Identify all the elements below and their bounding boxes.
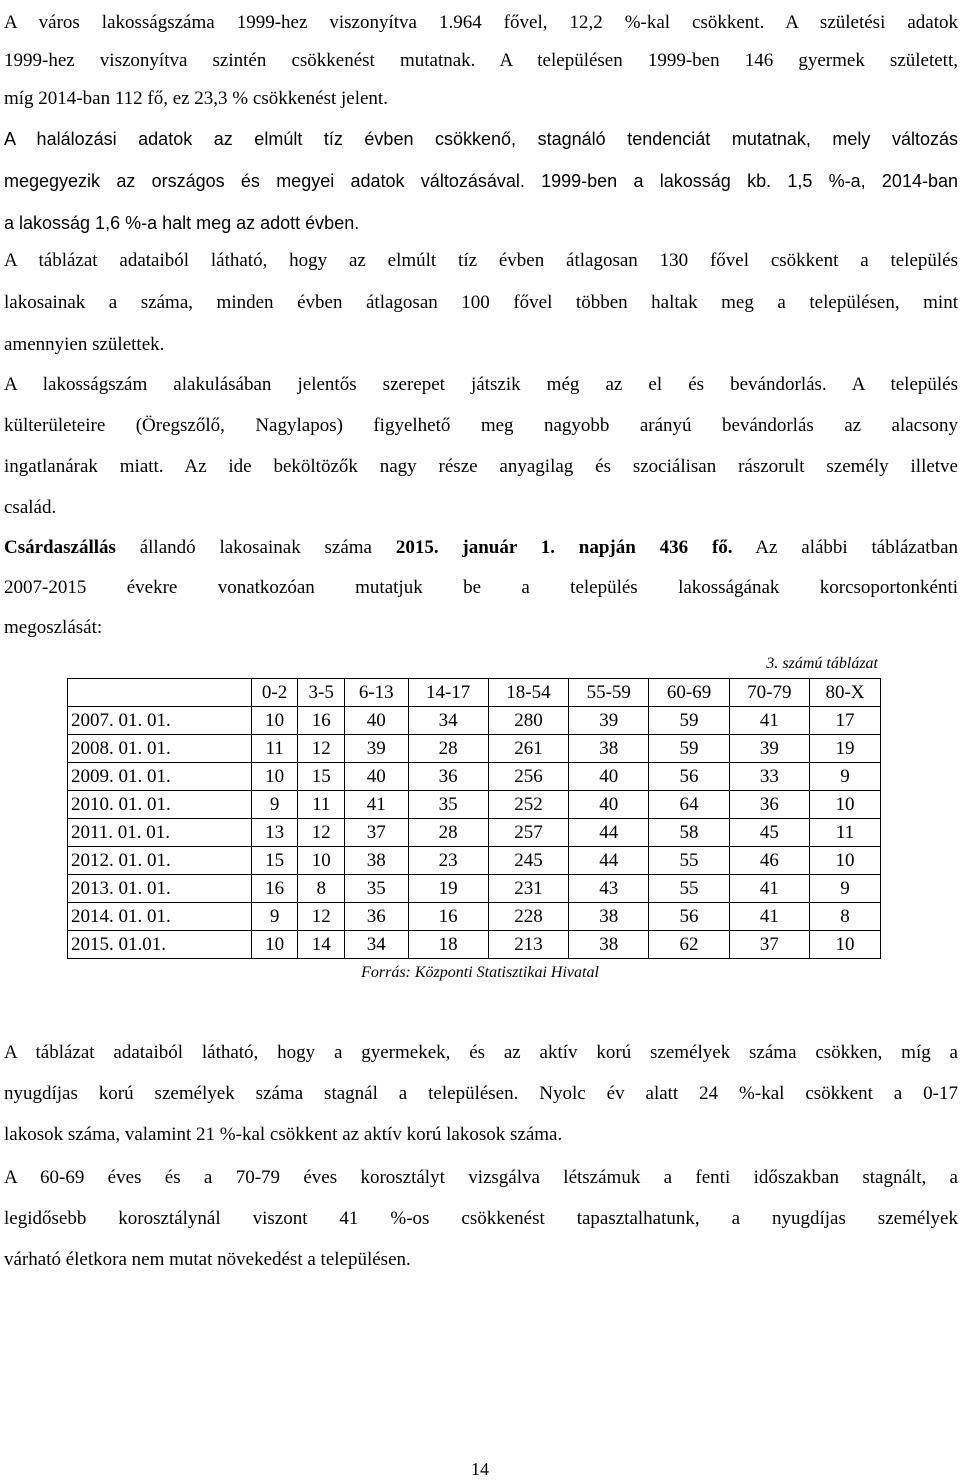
table-cell: 40 bbox=[569, 763, 649, 791]
table-cell: 9 bbox=[809, 763, 880, 791]
table-caption: 3. számú táblázat bbox=[766, 655, 878, 672]
table-cell: 11 bbox=[809, 819, 880, 847]
table-row bbox=[68, 875, 881, 903]
row-date-cell: 2009. 01. 01. bbox=[68, 763, 252, 791]
age-group-table bbox=[67, 678, 881, 959]
table-cell: 35 bbox=[408, 791, 488, 819]
table-cell: 44 bbox=[569, 847, 649, 875]
table-row bbox=[68, 819, 881, 847]
table-row bbox=[68, 707, 881, 735]
table-cell: 33 bbox=[729, 763, 809, 791]
table-cell: 18 bbox=[408, 931, 488, 959]
table-cell: 10 bbox=[298, 847, 345, 875]
paragraph-resident-count bbox=[4, 528, 958, 648]
text-line: A 60-69 éves és a 70-79 éves korosztályt vizsgálva létszámuk a fenti időszakban stagnált, a bbox=[4, 1167, 958, 1188]
table-cell: 38 bbox=[569, 735, 649, 763]
text-line: nyugdíjas korú személyek száma stagnál a településen. Nyolc év alatt 24 %-kal csökkent a 0-17 bbox=[4, 1083, 958, 1104]
table-cell: 12 bbox=[298, 735, 345, 763]
table-cell: 38 bbox=[345, 847, 408, 875]
row-date-cell: 2015. 01.01. bbox=[68, 931, 252, 959]
settlement-name: Csárdaszállás bbox=[4, 537, 116, 558]
table-cell: 23 bbox=[408, 847, 488, 875]
table-cell: 231 bbox=[488, 875, 568, 903]
table-cell: 10 bbox=[809, 847, 880, 875]
column-header: 6-13 bbox=[345, 679, 408, 707]
table-cell: 16 bbox=[408, 903, 488, 931]
text-line: 1999-hez viszonyítva szintén csökkenést mutatnak. A településen 1999-ben 146 gyermek született, bbox=[4, 50, 958, 71]
row-date-cell: 2007. 01. 01. bbox=[68, 707, 252, 735]
column-header: 14-17 bbox=[408, 679, 488, 707]
table-cell: 39 bbox=[569, 707, 649, 735]
table-cell: 280 bbox=[488, 707, 568, 735]
row-date-cell: 2012. 01. 01. bbox=[68, 847, 252, 875]
table-cell: 12 bbox=[298, 903, 345, 931]
column-header: 60-69 bbox=[649, 679, 729, 707]
table-cell: 13 bbox=[251, 819, 298, 847]
text-line: amennyien születtek. bbox=[4, 334, 165, 355]
table-row bbox=[68, 931, 881, 959]
table-cell: 9 bbox=[251, 791, 298, 819]
table-cell: 19 bbox=[809, 735, 880, 763]
table-row bbox=[68, 791, 881, 819]
text-run: Az alábbi táblázatban bbox=[732, 537, 958, 558]
table-cell: 16 bbox=[298, 707, 345, 735]
text-line: legidősebb korosztálynál viszont 41 %-os csökkenést tapasztalhatunk, a nyugdíjas személyek bbox=[4, 1208, 958, 1229]
table-cell: 34 bbox=[408, 707, 488, 735]
paragraph-average-decline bbox=[4, 240, 958, 366]
table-cell: 9 bbox=[809, 875, 880, 903]
paragraph-migration bbox=[4, 364, 958, 528]
table-cell: 40 bbox=[345, 707, 408, 735]
text-line: 2007-2015 évekre vonatkozóan mutatjuk be a település lakosságának korcsoportonkénti bbox=[4, 577, 958, 598]
row-date-cell: 2013. 01. 01. bbox=[68, 875, 252, 903]
table-cell: 44 bbox=[569, 819, 649, 847]
header-corner-cell bbox=[68, 679, 252, 707]
table-cell: 10 bbox=[809, 931, 880, 959]
text-line: megoszlását: bbox=[4, 617, 103, 638]
column-header: 55-59 bbox=[569, 679, 649, 707]
table-cell: 245 bbox=[488, 847, 568, 875]
table-cell: 10 bbox=[251, 707, 298, 735]
table-cell: 28 bbox=[408, 819, 488, 847]
row-date-cell: 2011. 01. 01. bbox=[68, 819, 252, 847]
table-cell: 39 bbox=[729, 735, 809, 763]
table-cell: 36 bbox=[729, 791, 809, 819]
table-cell: 56 bbox=[649, 903, 729, 931]
row-date-cell: 2010. 01. 01. bbox=[68, 791, 252, 819]
table-source: Forrás: Központi Statisztikai Hivatal bbox=[361, 964, 599, 981]
table-cell: 41 bbox=[345, 791, 408, 819]
table-cell: 8 bbox=[809, 903, 880, 931]
table-cell: 11 bbox=[251, 735, 298, 763]
table-cell: 55 bbox=[649, 875, 729, 903]
table-cell: 39 bbox=[345, 735, 408, 763]
text-line: a lakosság 1,6 %-a halt meg az adott évben. bbox=[4, 213, 360, 233]
paragraph-mortality bbox=[4, 118, 958, 244]
text-run: állandó lakosainak száma bbox=[115, 537, 396, 558]
table-cell: 11 bbox=[298, 791, 345, 819]
table-cell: 36 bbox=[408, 763, 488, 791]
table-body bbox=[68, 707, 881, 959]
table-row bbox=[68, 763, 881, 791]
table-cell: 37 bbox=[729, 931, 809, 959]
table-cell: 43 bbox=[569, 875, 649, 903]
table-cell: 213 bbox=[488, 931, 568, 959]
table-cell: 40 bbox=[345, 763, 408, 791]
column-header: 0-2 bbox=[251, 679, 298, 707]
table-cell: 261 bbox=[488, 735, 568, 763]
text-line: míg 2014-ban 112 fő, ez 23,3 % csökkenést jelent. bbox=[4, 88, 388, 109]
table-cell: 34 bbox=[345, 931, 408, 959]
table-cell: 256 bbox=[488, 763, 568, 791]
table-cell: 28 bbox=[408, 735, 488, 763]
row-date-cell: 2008. 01. 01. bbox=[68, 735, 252, 763]
row-date-cell: 2014. 01. 01. bbox=[68, 903, 252, 931]
table-cell: 12 bbox=[298, 819, 345, 847]
column-header: 70-79 bbox=[729, 679, 809, 707]
text-line bbox=[4, 528, 958, 568]
text-line: lakosok száma, valamint 21 %-kal csökkent az aktív korú lakosok száma. bbox=[4, 1124, 563, 1145]
page-number: 14 bbox=[471, 1459, 489, 1479]
table-cell: 8 bbox=[298, 875, 345, 903]
column-header: 18-54 bbox=[488, 679, 568, 707]
table-cell: 40 bbox=[569, 791, 649, 819]
table-cell: 35 bbox=[345, 875, 408, 903]
paragraph-elderly-analysis bbox=[4, 1157, 958, 1280]
table-cell: 59 bbox=[649, 735, 729, 763]
table-cell: 228 bbox=[488, 903, 568, 931]
table-cell: 257 bbox=[488, 819, 568, 847]
text-line: család. bbox=[4, 497, 57, 518]
table-cell: 36 bbox=[345, 903, 408, 931]
table-row bbox=[68, 847, 881, 875]
table-cell: 41 bbox=[729, 903, 809, 931]
table-cell: 38 bbox=[569, 903, 649, 931]
table-row bbox=[68, 903, 881, 931]
table-row bbox=[68, 735, 881, 763]
table-cell: 10 bbox=[251, 931, 298, 959]
table-cell: 56 bbox=[649, 763, 729, 791]
table-cell: 64 bbox=[649, 791, 729, 819]
table-cell: 41 bbox=[729, 875, 809, 903]
text-line: A táblázat adataiból látható, hogy a gyermekek, és az aktív korú személyek száma csökken, míg a bbox=[4, 1042, 958, 1063]
table-cell: 10 bbox=[809, 791, 880, 819]
text-line: A halálozási adatok az elmúlt tíz évben csökkenő, stagnáló tendenciát mutatnak, mely változás bbox=[4, 129, 958, 149]
column-header: 3-5 bbox=[298, 679, 345, 707]
text-line: A lakosságszám alakulásában jelentős szerepet játszik még az el és bevándorlás. A település bbox=[4, 374, 958, 395]
table-cell: 37 bbox=[345, 819, 408, 847]
table-cell: 16 bbox=[251, 875, 298, 903]
table-cell: 252 bbox=[488, 791, 568, 819]
column-header: 80-X bbox=[809, 679, 880, 707]
paragraph-table-analysis bbox=[4, 1032, 958, 1155]
table-cell: 19 bbox=[408, 875, 488, 903]
table-header-row bbox=[68, 679, 881, 707]
table-cell: 17 bbox=[809, 707, 880, 735]
text-line: megegyezik az országos és megyei adatok változásával. 1999-ben a lakosság kb. 1,5 %-a, 2014-ban bbox=[4, 171, 958, 191]
text-line: lakosainak a száma, minden évben átlagosan 100 fővel többen haltak meg a településen, mint bbox=[4, 292, 958, 313]
table-cell: 15 bbox=[298, 763, 345, 791]
table-cell: 14 bbox=[298, 931, 345, 959]
text-line: A város lakosságszáma 1999-hez viszonyítva 1.964 fővel, 12,2 %-kal csökkent. A születési adatok bbox=[4, 12, 958, 33]
table-cell: 58 bbox=[649, 819, 729, 847]
paragraph-population-change bbox=[4, 4, 958, 118]
resident-count-date: 2015. január 1. napján 436 fő. bbox=[395, 537, 733, 558]
table-cell: 38 bbox=[569, 931, 649, 959]
text-line: A táblázat adataiból látható, hogy az elmúlt tíz évben átlagosan 130 fővel csökkent a település bbox=[4, 250, 958, 271]
table-cell: 41 bbox=[729, 707, 809, 735]
text-line: várható életkora nem mutat növekedést a településen. bbox=[4, 1249, 411, 1270]
table-cell: 15 bbox=[251, 847, 298, 875]
table-cell: 55 bbox=[649, 847, 729, 875]
text-line: ingatlanárak miatt. Az ide beköltözők nagy része anyagilag és szociálisan rászorult személy illetve bbox=[4, 456, 958, 477]
table-cell: 9 bbox=[251, 903, 298, 931]
table-cell: 45 bbox=[729, 819, 809, 847]
text-line: külterületeire (Öregszőlő, Nagylapos) figyelhető meg nagyobb arányú bevándorlás az alacsony bbox=[4, 415, 958, 436]
table-cell: 10 bbox=[251, 763, 298, 791]
table-cell: 46 bbox=[729, 847, 809, 875]
table-cell: 59 bbox=[649, 707, 729, 735]
table-cell: 62 bbox=[649, 931, 729, 959]
